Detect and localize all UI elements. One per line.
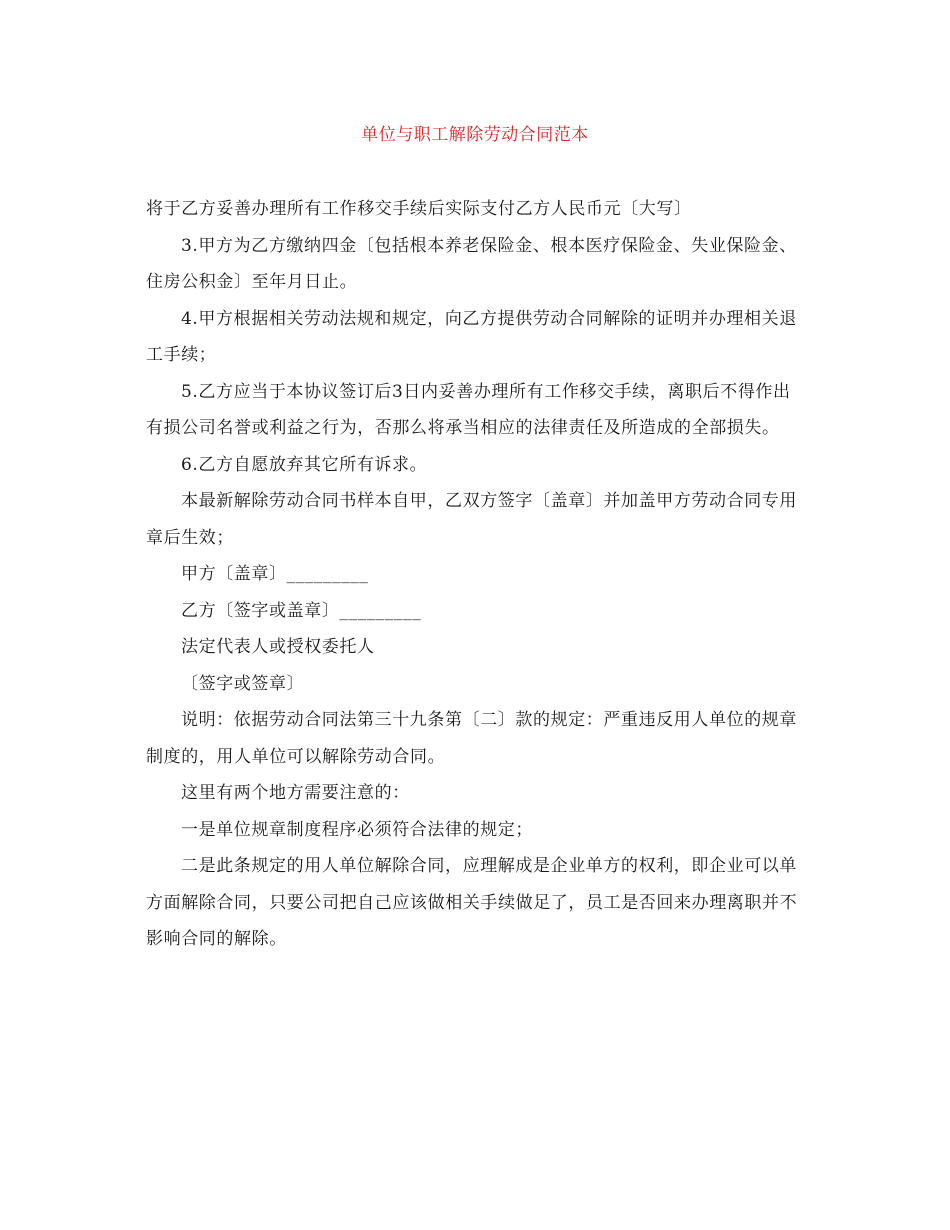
paragraph-payment: 将于乙方妥善办理所有工作移交手续后实际支付乙方人民币元〔大写〕 (146, 199, 692, 219)
signature-party-b: 乙方〔签字或盖章〕_________ (181, 600, 422, 621)
paragraph-point-2: 二是此条规定的用人单位解除合同，应理解成是企业单方的权利，即企业可以单方面解除合同，只要公司把自己应该做相关手续做足了，员工是否回来办理离职并不影响合同的解除。 (146, 856, 798, 949)
paragraph-clause-4: 4.甲方根据相关劳动法规和规定，向乙方提供劳动合同解除的证明并办理相关退工手续； (146, 308, 797, 365)
paragraph-explanation: 说明：依据劳动合同法第三十九条第〔二〕款的规定：严重违反用人单位的规章制度的，用人单位可以解除劳动合同。 (146, 710, 797, 767)
document-body (146, 191, 806, 958)
paragraph-clause-6: 6.乙方自愿放弃其它所有诉求。 (181, 454, 428, 475)
paragraph-effective: 本最新解除劳动合同书样本自甲，乙双方签字〔盖章〕并加盖甲方劳动合同专用章后生效； (146, 491, 797, 548)
paragraph-clause-3: 3.甲方为乙方缴纳四金〔包括根本养老保险金、根本医疗保险金、失业保险金、住房公积金〕至年月日止。 (146, 235, 797, 292)
paragraph-clause-5: 5.乙方应当于本协议签订后3日内妥善办理所有工作移交手续，离职后不得作出有损公司名誉或利益之行为，否那么将承当相应的法律责任及所造成的全部损失。 (146, 381, 791, 438)
document-title: 单位与职工解除劳动合同范本 (361, 125, 589, 145)
signature-party-a: 甲方〔盖章〕_________ (181, 564, 369, 584)
paragraph-point-1: 一是单位规章制度程序必须符合法律的规定； (181, 819, 533, 840)
legal-representative: 法定代表人或授权委托人 (181, 637, 375, 657)
paragraph-attention: 这里有两个地方需要注意的： (181, 783, 410, 803)
signature-note: 〔签字或签章〕 (181, 673, 305, 694)
